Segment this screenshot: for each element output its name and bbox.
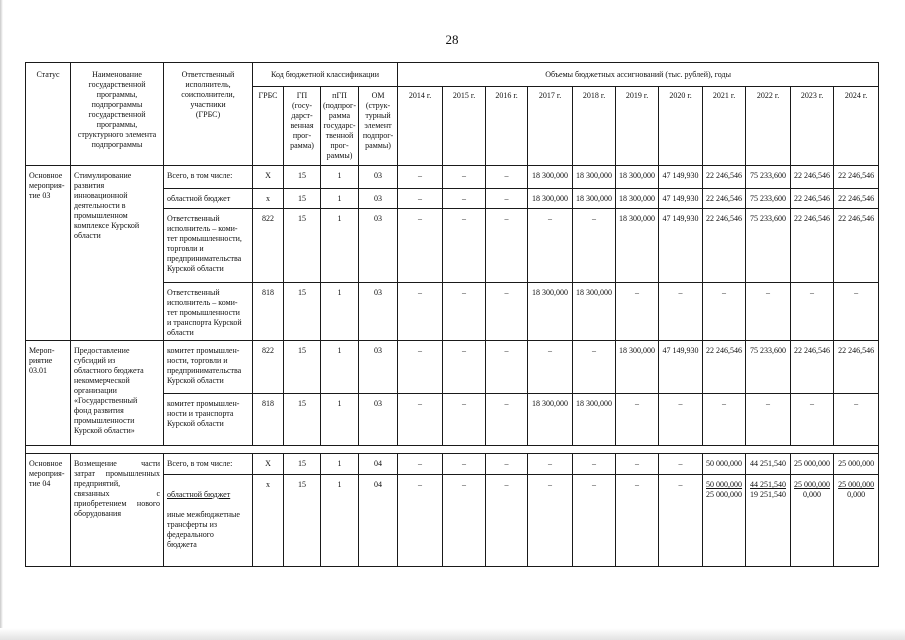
allocation-2023-cell: – (791, 283, 834, 341)
allocation-2015-cell: – (443, 475, 486, 567)
allocation-2019-cell: – (616, 454, 659, 475)
grbs-code-cell: 822 (253, 209, 284, 283)
grbs-code-cell: 822 (253, 341, 284, 394)
allocation-2019-cell: 18 300,000 (616, 209, 659, 283)
gp-code-cell: 15 (284, 166, 321, 189)
column-header-year-2014: 2014 г. (398, 87, 443, 166)
regional-budget-value: 25 000,000 (838, 480, 875, 489)
allocation-2014-cell: – (398, 189, 443, 209)
allocation-2016-cell: – (486, 283, 528, 341)
scan-edge-bottom (0, 628, 905, 640)
allocation-2019-cell: – (616, 394, 659, 446)
allocation-2024-cell: – (834, 283, 879, 341)
allocation-2016-cell: – (486, 166, 528, 189)
column-header-year-2018: 2018 г. (573, 87, 616, 166)
status-cell: Мероп- риятие 03.01 (26, 341, 71, 446)
allocation-2015-cell: – (443, 454, 486, 475)
grbs-code-cell: x (253, 475, 284, 567)
allocation-2021-cell: 22 246,546 (703, 209, 746, 283)
status-cell: Основное мероприя- тие 04 (26, 454, 71, 567)
column-header-year-2015: 2015 г. (443, 87, 486, 166)
allocation-2022-cell: 75 233,600 (746, 209, 791, 283)
allocation-2020-cell: 47 149,930 (659, 341, 703, 394)
om-code-cell: 04 (359, 475, 398, 567)
allocation-2020-cell: – (659, 475, 703, 567)
gp-code-cell: 15 (284, 283, 321, 341)
allocation-2022-cell: 75 233,600 (746, 166, 791, 189)
column-header-year-2017: 2017 г. (528, 87, 573, 166)
column-header-year-2023: 2023 г. (791, 87, 834, 166)
allocation-2015-cell: – (443, 209, 486, 283)
responsible-cell: Всего, в том числе: (164, 166, 253, 189)
pgp-code-cell: 1 (321, 189, 359, 209)
allocation-2024-cell: 22 246,546 (834, 166, 879, 189)
allocation-2021-cell: – (703, 283, 746, 341)
allocation-2020-cell: – (659, 454, 703, 475)
allocation-2016-cell: – (486, 475, 528, 567)
program-name-cell: Стимулирование развития инновационной деятельности в промышленном комплексе Курской области (71, 166, 164, 341)
allocation-2014-cell: – (398, 209, 443, 283)
table-gap-row (26, 446, 879, 454)
scan-edge-left (0, 0, 3, 640)
federal-transfer-label: иные межбюджетные трансферты из федерального бюджета (167, 510, 240, 549)
allocation-2018-cell: 18 300,000 (573, 189, 616, 209)
om-code-cell: 03 (359, 341, 398, 394)
allocation-2024-cell: – (834, 394, 879, 446)
allocation-2021-cell: 50 000,000 (703, 454, 746, 475)
allocation-2017-cell: 18 300,000 (528, 394, 573, 446)
program-name-cell: Возмещение части затрат промышленных предприятий, связанных с приобретением нового оборудования (71, 454, 164, 567)
om-code-cell: 04 (359, 454, 398, 475)
allocation-2016-cell: – (486, 209, 528, 283)
allocation-2015-cell: – (443, 189, 486, 209)
allocation-2022-cell: 75 233,600 (746, 189, 791, 209)
column-header-year-2024: 2024 г. (834, 87, 879, 166)
allocation-2024-cell (834, 475, 879, 567)
allocation-2018-cell: – (573, 475, 616, 567)
allocation-2021-cell: 22 246,546 (703, 189, 746, 209)
allocation-2022-cell (746, 475, 791, 567)
allocation-2023-cell: 22 246,546 (791, 341, 834, 394)
table-row (26, 166, 879, 189)
allocation-2018-cell: 18 300,000 (573, 394, 616, 446)
allocation-2024-cell: 25 000,000 (834, 454, 879, 475)
column-header-year-2019: 2019 г. (616, 87, 659, 166)
allocation-2019-cell: 18 300,000 (616, 341, 659, 394)
responsible-cell: Ответственный исполнитель – коми- тет промышленности, торговли и предпринимательства Курской области (164, 209, 253, 283)
allocation-2023-cell: 22 246,546 (791, 166, 834, 189)
program-name-cell: Предоставление субсидий из областного бюджета некоммерческой организации «Государственный фонд развития промышленности Курской области» (71, 341, 164, 446)
responsible-cell: Всего, в том числе: (164, 454, 253, 475)
regional-budget-label: областной бюджет (167, 490, 231, 499)
allocation-2017-cell: 18 300,000 (528, 189, 573, 209)
budget-allocation-table (25, 62, 879, 567)
allocation-2024-cell: 22 246,546 (834, 209, 879, 283)
pgp-code-cell: 1 (321, 283, 359, 341)
column-header-om: ОМ (струк- турный элемент подпрог- раммы) (359, 87, 398, 166)
grbs-code-cell: 818 (253, 394, 284, 446)
allocation-2022-cell: – (746, 283, 791, 341)
responsible-cell: Ответственный исполнитель – коми- тет промышленности и транспорта Курской области (164, 283, 253, 341)
column-header-year-2016: 2016 г. (486, 87, 528, 166)
om-code-cell: 03 (359, 209, 398, 283)
allocation-2016-cell: – (486, 454, 528, 475)
om-code-cell: 03 (359, 189, 398, 209)
allocation-2017-cell: 18 300,000 (528, 283, 573, 341)
allocation-2017-cell: – (528, 475, 573, 567)
allocation-2022-cell: 44 251,540 (746, 454, 791, 475)
allocation-2017-cell: 18 300,000 (528, 166, 573, 189)
gp-code-cell: 15 (284, 475, 321, 567)
page-number: 28 (445, 32, 459, 47)
pgp-code-cell: 1 (321, 394, 359, 446)
allocation-2021-cell: 22 246,546 (703, 341, 746, 394)
allocation-2018-cell: – (573, 209, 616, 283)
federal-transfer-value: 25 000,000 (706, 490, 743, 499)
allocation-2016-cell: – (486, 341, 528, 394)
allocation-2018-cell: 18 300,000 (573, 283, 616, 341)
regional-budget-value: 25 000,000 (794, 480, 831, 489)
responsible-cell: областной бюджет (164, 189, 253, 209)
allocation-2015-cell: – (443, 394, 486, 446)
allocation-2023-cell: – (791, 394, 834, 446)
column-header-name: Наименование государственной программы, подпрограммы государственной программы, структурного элемента подпрограммы (71, 63, 164, 166)
grbs-code-cell: X (253, 166, 284, 189)
column-header-status: Статус (26, 63, 71, 166)
pgp-code-cell: 1 (321, 341, 359, 394)
allocation-2018-cell: 18 300,000 (573, 166, 616, 189)
pgp-code-cell: 1 (321, 209, 359, 283)
allocation-2014-cell: – (398, 166, 443, 189)
allocation-2019-cell: 18 300,000 (616, 189, 659, 209)
responsible-cell: комитет промышлен- ности, торговли и предпринимательства Курской области (164, 341, 253, 394)
grbs-code-cell: 818 (253, 283, 284, 341)
allocation-2014-cell: – (398, 454, 443, 475)
allocation-2018-cell: – (573, 341, 616, 394)
allocation-2020-cell: 47 149,930 (659, 209, 703, 283)
column-header-year-2022: 2022 г. (746, 87, 791, 166)
responsible-cell: комитет промышлен- ности и транспорта Курской области (164, 394, 253, 446)
federal-transfer-value: 0,000 (803, 490, 822, 499)
allocation-2015-cell: – (443, 341, 486, 394)
column-header-gp: ГП (госу- дарст- венная прог- рамма) (284, 87, 321, 166)
column-header-year-2020: 2020 г. (659, 87, 703, 166)
gp-code-cell: 15 (284, 209, 321, 283)
column-header-pgp: пГП (подпрог- рамма государс- твенной прог- раммы) (321, 87, 359, 166)
allocation-2016-cell: – (486, 189, 528, 209)
allocation-2020-cell: – (659, 283, 703, 341)
table-row (26, 454, 879, 475)
om-code-cell: 03 (359, 394, 398, 446)
allocation-2021-cell: 22 246,546 (703, 166, 746, 189)
pgp-code-cell: 1 (321, 166, 359, 189)
om-code-cell: 03 (359, 283, 398, 341)
allocation-2022-cell: – (746, 394, 791, 446)
allocation-2015-cell: – (443, 283, 486, 341)
federal-transfer-value: 19 251,540 (750, 490, 787, 499)
allocation-2015-cell: – (443, 166, 486, 189)
allocation-2019-cell: – (616, 475, 659, 567)
allocation-2019-cell: 18 300,000 (616, 166, 659, 189)
allocation-2019-cell: – (616, 283, 659, 341)
column-header-allocations: Объемы бюджетных ассигнований (тыс. рублей), годы (398, 63, 879, 87)
table-gap-cell (26, 446, 879, 454)
table-row (26, 341, 879, 394)
grbs-code-cell: x (253, 189, 284, 209)
allocation-2016-cell: – (486, 394, 528, 446)
allocation-2017-cell: – (528, 454, 573, 475)
status-cell: Основное мероприя- тие 03 (26, 166, 71, 341)
gp-code-cell: 15 (284, 454, 321, 475)
allocation-2017-cell: – (528, 341, 573, 394)
column-header-year-2021: 2021 г. (703, 87, 746, 166)
allocation-2014-cell: – (398, 475, 443, 567)
allocation-2023-cell: 22 246,546 (791, 209, 834, 283)
gp-code-cell: 15 (284, 189, 321, 209)
allocation-2021-cell: – (703, 394, 746, 446)
column-header-responsible: Ответственный исполнитель, соисполнители, участники (ГРБС) (164, 63, 253, 166)
allocation-2020-cell: 47 149,930 (659, 189, 703, 209)
allocation-2020-cell: 47 149,930 (659, 166, 703, 189)
om-code-cell: 03 (359, 166, 398, 189)
allocation-2014-cell: – (398, 394, 443, 446)
allocation-2023-cell: 25 000,000 (791, 454, 834, 475)
pgp-code-cell: 1 (321, 475, 359, 567)
allocation-2018-cell: – (573, 454, 616, 475)
gp-code-cell: 15 (284, 394, 321, 446)
regional-budget-value: 50 000,000 (706, 480, 743, 489)
federal-transfer-value: 0,000 (847, 490, 866, 499)
allocation-2022-cell: 75 233,600 (746, 341, 791, 394)
regional-budget-value: 44 251,540 (750, 480, 787, 489)
allocation-2017-cell: – (528, 209, 573, 283)
allocation-2024-cell: 22 246,546 (834, 189, 879, 209)
column-header-grbs: ГРБС (253, 87, 284, 166)
allocation-2014-cell: – (398, 341, 443, 394)
responsible-cell (164, 475, 253, 567)
pgp-code-cell: 1 (321, 454, 359, 475)
column-header-budget-code: Код бюджетной классификации (253, 63, 398, 87)
allocation-2024-cell: 22 246,546 (834, 341, 879, 394)
allocation-2023-cell (791, 475, 834, 567)
allocation-2023-cell: 22 246,546 (791, 189, 834, 209)
allocation-2014-cell: – (398, 283, 443, 341)
allocation-2020-cell: – (659, 394, 703, 446)
grbs-code-cell: X (253, 454, 284, 475)
allocation-2021-cell (703, 475, 746, 567)
gp-code-cell: 15 (284, 341, 321, 394)
